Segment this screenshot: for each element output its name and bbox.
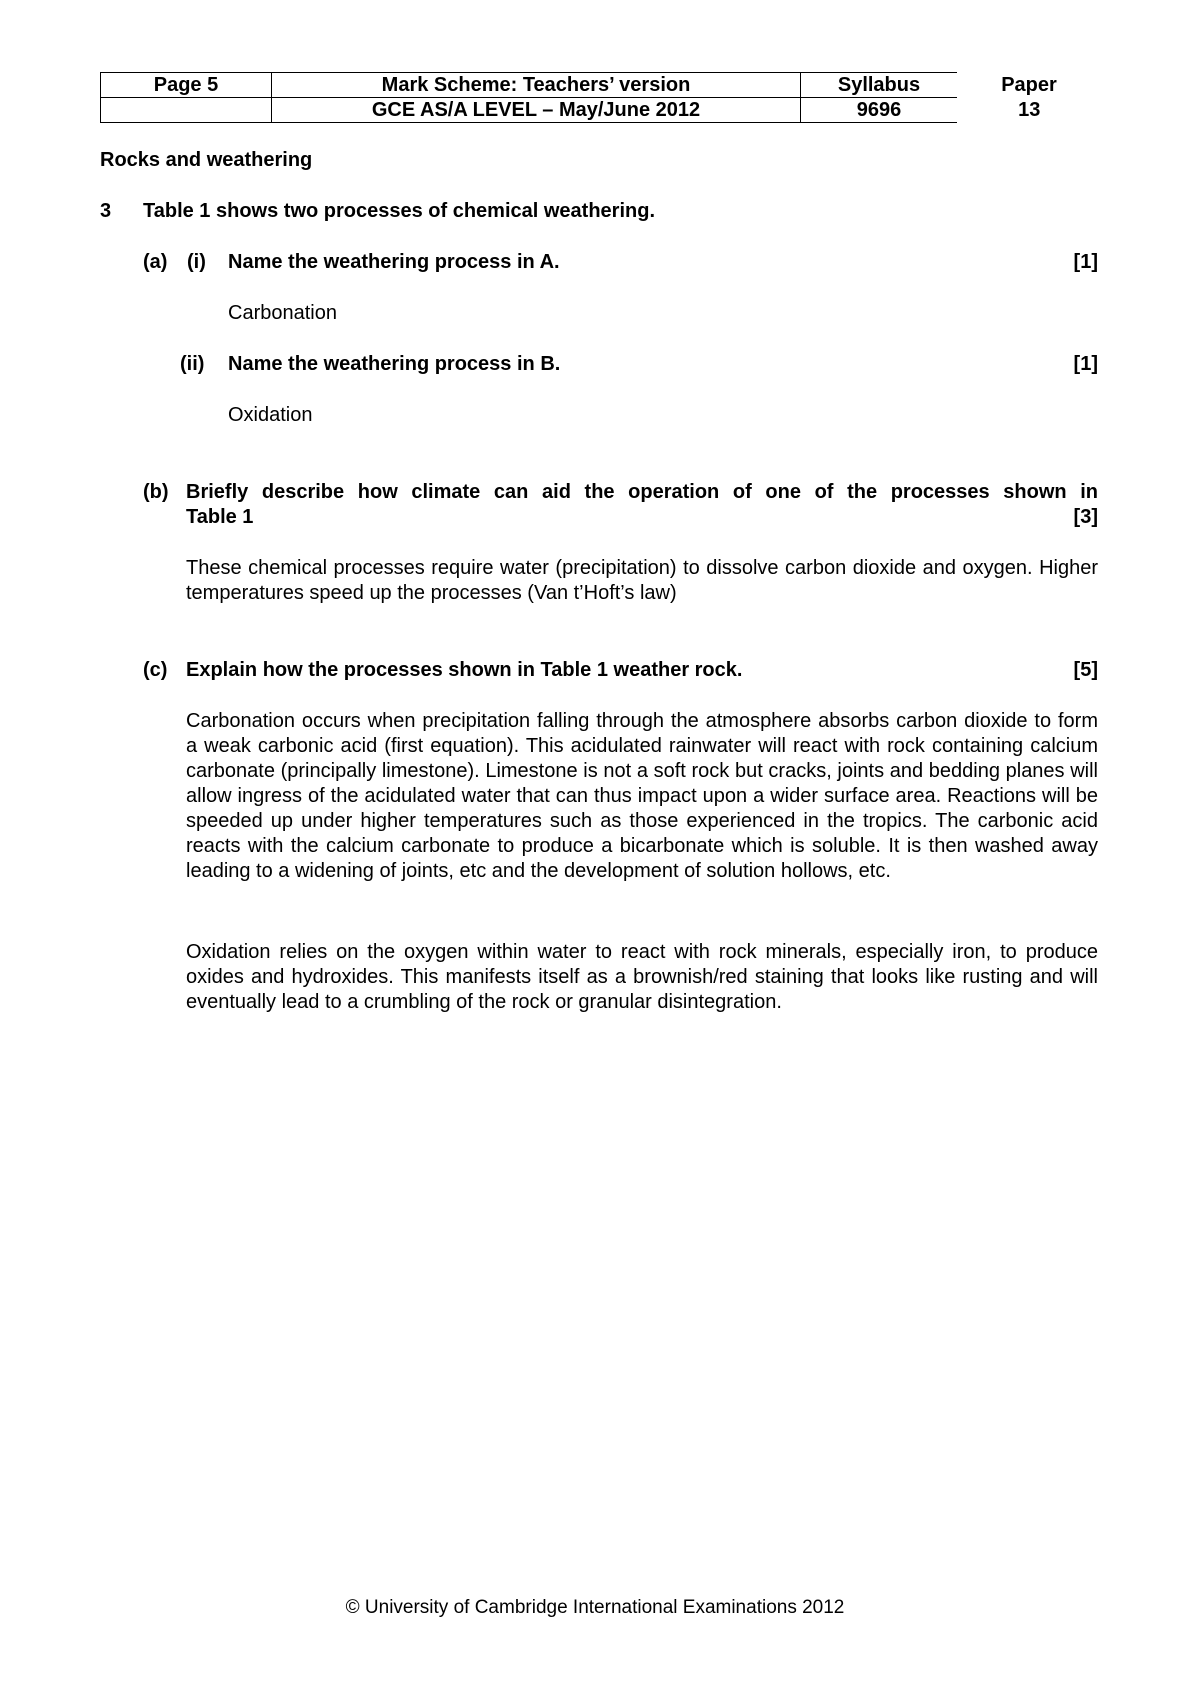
part-b-question-line2: Table 1 [186, 506, 254, 528]
part-b-label: (b) [143, 481, 169, 503]
header-table [100, 72, 1102, 123]
part-b-question-line1: Briefly describe how climate can aid the operation of one of the processes shown in [186, 481, 1098, 503]
question-number: 3 [100, 200, 112, 222]
syllabus-code: 9696 [801, 98, 958, 123]
page-number: Page 5 [101, 73, 272, 98]
paper-number: 13 [1018, 99, 1041, 121]
copyright-footer: © University of Cambridge International Examinations 2012 [345, 1597, 845, 1618]
part-c-marks: [5] [1073, 659, 1098, 681]
part-a-i-label: (i) [187, 251, 206, 273]
section-heading: Rocks and weathering [100, 149, 313, 171]
document-title: Mark Scheme: Teachers’ version [272, 73, 801, 98]
part-a-ii-question: Name the weathering process in B. [228, 353, 561, 375]
part-a-i-answer: Carbonation [228, 302, 337, 324]
part-b-answer: These chemical processes require water (precipitation) to dissolve carbon dioxide and oxygen. Higher temperatures speed up the processes (Van t’Hoft’s law) [186, 557, 1098, 604]
part-a-i-marks: [1] [1073, 251, 1098, 273]
paper-label: Paper [1001, 74, 1057, 96]
header-empty-cell [101, 98, 272, 123]
part-a-ii-label: (ii) [180, 353, 205, 375]
part-c-answer-carbonation: Carbonation occurs when precipitation falling through the atmosphere absorbs carbon dioxide to form a weak carbonic acid (first equation). This acidulated rainwater will react with rock containing calcium carbonate (principally limestone). Limestone is not a soft rock but cracks, joints and bedding planes will allow ingress of the acidulated water that can thus impact upon a wider surface area. Reactions will be speeded up under higher temperatures such as those experienced in the tropics. The carbonic acid reacts with the calcium carbonate to produce a bicarbonate which is soluble. It is then washed away leading to a widening of joints, etc and the development of solution hollows, etc. [186, 710, 1098, 882]
part-b-marks: [3] [1073, 506, 1098, 528]
part-a-ii-answer: Oxidation [228, 404, 313, 426]
part-a-i-question: Name the weathering process in A. [228, 251, 560, 273]
part-a-ii-marks: [1] [1073, 353, 1098, 375]
syllabus-label: Syllabus [801, 73, 958, 98]
part-a-label: (a) [143, 251, 168, 273]
question-text: Table 1 shows two processes of chemical weathering. [143, 200, 656, 222]
part-c-question: Explain how the processes shown in Table 1 weather rock. [186, 659, 743, 681]
exam-session: GCE AS/A LEVEL – May/June 2012 [272, 98, 801, 123]
part-c-answer-oxidation: Oxidation relies on the oxygen within water to react with rock minerals, especially iron, to produce oxides and hydroxides. This manifests itself as a brownish/red staining that looks like rusting and will eventually lead to a crumbling of the rock or granular disintegration. [186, 941, 1098, 1013]
part-c-label: (c) [143, 659, 168, 681]
